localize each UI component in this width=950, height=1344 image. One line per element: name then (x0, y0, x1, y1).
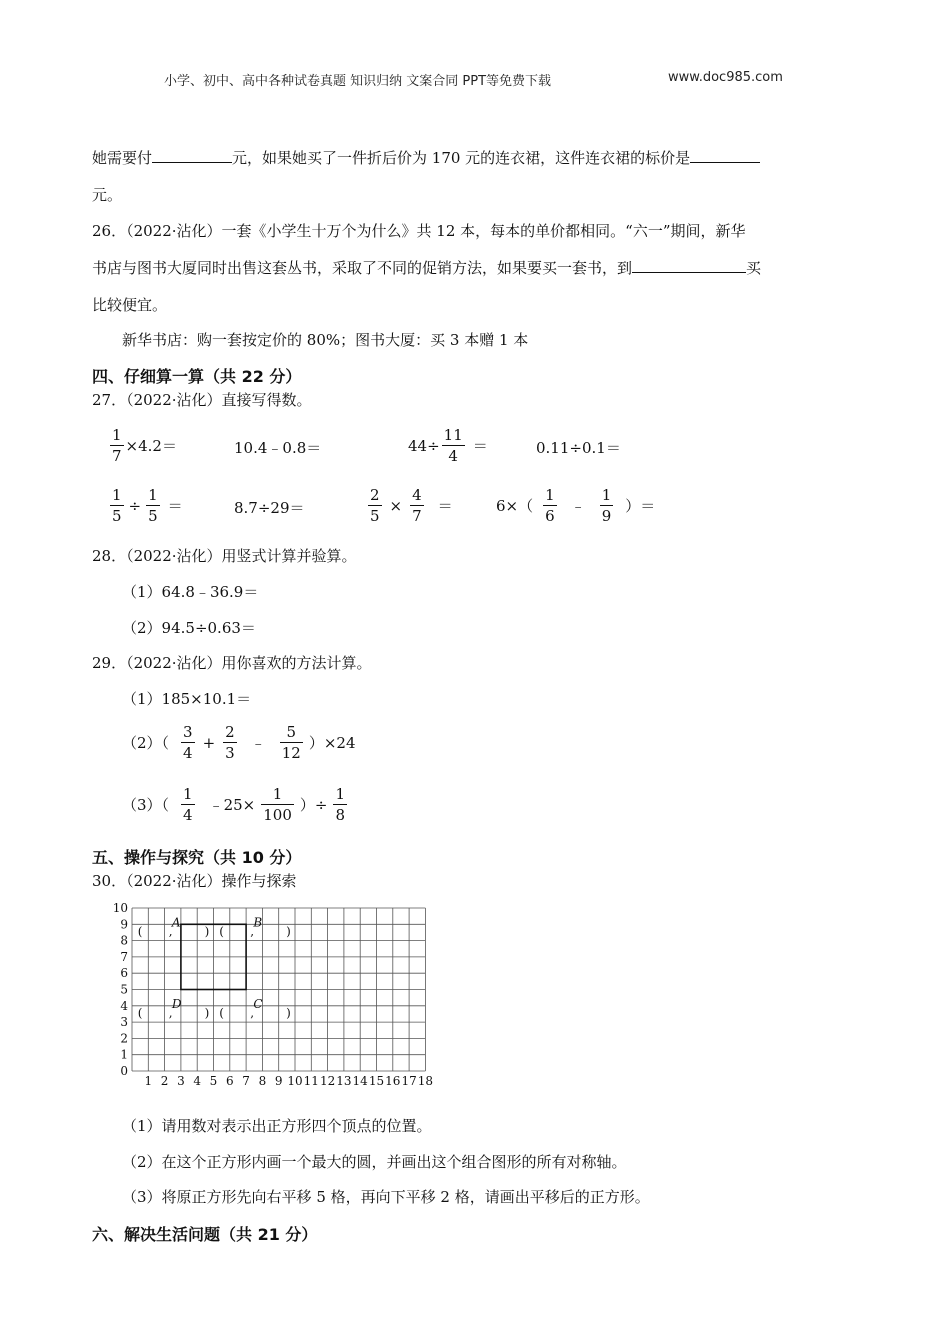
coordinate-pair-blank: , (168, 1005, 173, 1020)
q25-text-2: 元，如果她买了一件折后价为 170 元的连衣裙，这件连衣裙的标价是 (232, 149, 691, 167)
q28-title: 28．（2022·沾化）用竖式计算并验算。 (92, 547, 357, 565)
answer-blank[interactable] (690, 146, 760, 163)
expr-tail: ）×24 (308, 734, 356, 752)
q29-p3 (122, 784, 349, 825)
x-tick-label: 10 (287, 1074, 303, 1088)
operator: + (202, 733, 216, 752)
q30-title: 30．（2022·沾化）操作与探索 (92, 872, 297, 890)
vertex-label: C (253, 996, 263, 1011)
answer-blank[interactable] (152, 146, 232, 163)
x-tick-label: 11 (303, 1074, 319, 1088)
vertex-label: D (171, 996, 182, 1011)
operator: × (389, 496, 403, 515)
coordinate-grid (110, 898, 440, 1093)
q27-r2-a (108, 485, 183, 526)
q26-line3: 比较便宜。 (92, 296, 168, 314)
fraction: $\frac{1}{100}$ (263, 785, 292, 824)
q25-text-1: 她需要付 (92, 149, 153, 167)
x-tick-label: 2 (160, 1074, 169, 1088)
operator: ÷ (128, 496, 142, 515)
coordinate-pair-blank: , (250, 1005, 255, 1020)
q29-title: 29．（2022·沾化）用你喜欢的方法计算。 (92, 654, 372, 672)
coordinate-pair-blank: ( (219, 1005, 224, 1020)
expr-head: 44÷ (408, 436, 440, 455)
q27-r2-c (366, 485, 453, 526)
expr-tail: ＝ (472, 437, 488, 455)
section-4-title: 四、仔细算一算（共 22 分） (92, 367, 302, 386)
x-tick-label: 17 (401, 1074, 417, 1088)
q27-title: 27．（2022·沾化）直接写得数。 (92, 391, 312, 409)
q26-line2 (92, 256, 761, 278)
y-tick-label: 4 (120, 998, 128, 1013)
q29-p2 (122, 722, 355, 763)
fraction: $\frac{1}{7}$ (112, 426, 122, 465)
expr-tail: ）＝ (625, 497, 656, 515)
coordinate-pair-blank: ) (204, 924, 210, 939)
fraction: $\frac{2}{5}$ (370, 486, 380, 525)
y-tick-label: 7 (120, 949, 128, 964)
q30-p3: （3）将原正方形先向右平移 5 格，再向下平移 2 格，请画出平移后的正方形。 (122, 1188, 650, 1206)
x-tick-label: 13 (336, 1074, 352, 1088)
y-tick-label: 1 (120, 1047, 128, 1062)
x-tick-label: 3 (177, 1074, 185, 1088)
coordinate-pair-blank: ) (204, 1005, 210, 1020)
expr-tail: ＝ (437, 497, 453, 515)
coordinate-pair-blank: ) (286, 1005, 291, 1020)
q25-line (92, 146, 760, 168)
y-tick-label: 0 (120, 1064, 128, 1078)
expr-head: （2）（ (122, 734, 170, 752)
expr-head: 6×（ (496, 497, 534, 515)
x-tick-label: 18 (417, 1074, 434, 1088)
x-tick-label: 4 (193, 1074, 202, 1088)
x-tick-label: 6 (225, 1074, 234, 1088)
q25-text-3: 元。 (92, 186, 123, 204)
header-text: 小学、初中、高中各种试卷真题 知识归纳 文案合同 PPT等免费下载 (164, 74, 552, 89)
x-tick-label: 1 (144, 1074, 153, 1088)
q29-p1: （1）185×10.1＝ (122, 690, 252, 708)
answer-blank[interactable] (632, 256, 746, 273)
fraction: $\frac{11}{4}$ (443, 426, 463, 465)
q27-r1-b: 10.4﹣0.8＝ (234, 439, 322, 457)
fraction: $\frac{1}{4}$ (183, 785, 193, 824)
fraction: $\frac{1}{8}$ (335, 785, 346, 824)
coordinate-pair-blank: ) (286, 924, 291, 939)
fraction: $\frac{1}{5}$ (148, 486, 158, 525)
q27-r1-a (108, 425, 177, 466)
q27-r1-c (408, 425, 488, 466)
x-tick-label: 9 (274, 1074, 283, 1088)
q27-r1-d: 0.11÷0.1＝ (536, 439, 621, 457)
vertex-label: A (171, 915, 181, 930)
y-tick-label: 2 (120, 1031, 128, 1046)
y-tick-label: 9 (120, 917, 128, 932)
coordinate-pair-blank: , (250, 924, 255, 939)
q30-p1: （1）请用数对表示出正方形四个顶点的位置。 (122, 1117, 432, 1135)
y-tick-label: 6 (120, 966, 128, 981)
operator: ﹣25× (208, 796, 256, 814)
q27-r2-d (496, 485, 655, 526)
coordinate-pair-blank: ( (219, 924, 224, 939)
x-tick-label: 7 (242, 1074, 250, 1088)
fraction: $\frac{3}{4}$ (183, 723, 193, 762)
q26-line4: 新华书店：购一套按定价的 80%；图书大厦：买 3 本赠 1 本 (122, 331, 529, 349)
x-tick-label: 12 (319, 1074, 336, 1088)
operator: ）÷ (299, 796, 328, 814)
q26-line2b: 买 (746, 259, 762, 277)
fraction: $\frac{2}{3}$ (225, 723, 235, 762)
q28-p1: （1）64.8﹣36.9＝ (122, 583, 259, 601)
q26-line1: 26．（2022·沾化）一套《小学生十万个为什么》共 12 本，每本的单价都相同。“六一”期间，新华 (92, 222, 746, 240)
fraction: $\frac{1}{9}$ (601, 486, 612, 525)
fraction: $\frac{5}{12}$ (281, 723, 301, 762)
expr-tail: ×4.2＝ (125, 437, 177, 455)
expr-tail: ＝ (167, 497, 183, 515)
y-tick-label: 5 (120, 982, 128, 997)
y-tick-label: 3 (120, 1015, 128, 1030)
x-tick-label: 16 (385, 1074, 401, 1088)
x-tick-label: 15 (368, 1074, 385, 1088)
operator: ﹣ (570, 497, 586, 515)
operator: ﹣ (250, 734, 266, 752)
coordinate-pair-blank: , (168, 924, 173, 939)
coordinate-pair-blank: ( (137, 924, 143, 939)
section-5-title: 五、操作与探究（共 10 分） (92, 848, 302, 867)
y-tick-label: 10 (112, 901, 128, 915)
fraction: $\frac{1}{6}$ (545, 486, 555, 525)
q26-line2a: 书店与图书大厦同时出售这套丛书，采取了不同的促销方法，如果要买一套书，到 (92, 259, 633, 277)
fraction: $\frac{1}{5}$ (112, 486, 122, 525)
vertex-label: B (253, 915, 263, 930)
y-tick-label: 8 (120, 933, 128, 948)
fraction: $\frac{4}{7}$ (412, 486, 422, 525)
x-tick-label: 5 (209, 1074, 218, 1088)
q27-r2-b: 8.7÷29＝ (234, 499, 305, 517)
x-tick-label: 14 (352, 1074, 368, 1088)
section-6-title: 六、解决生活问题（共 21 分） (92, 1225, 318, 1244)
q30-p2: （2）在这个正方形内画一个最大的圆，并画出这个组合图形的所有对称轴。 (122, 1153, 627, 1171)
coordinate-pair-blank: ( (137, 1005, 143, 1020)
x-tick-label: 8 (258, 1074, 267, 1088)
expr-head: （3）（ (122, 796, 170, 814)
header-url: www.doc985.com (668, 70, 783, 85)
q28-p2: （2）94.5÷0.63＝ (122, 619, 256, 637)
